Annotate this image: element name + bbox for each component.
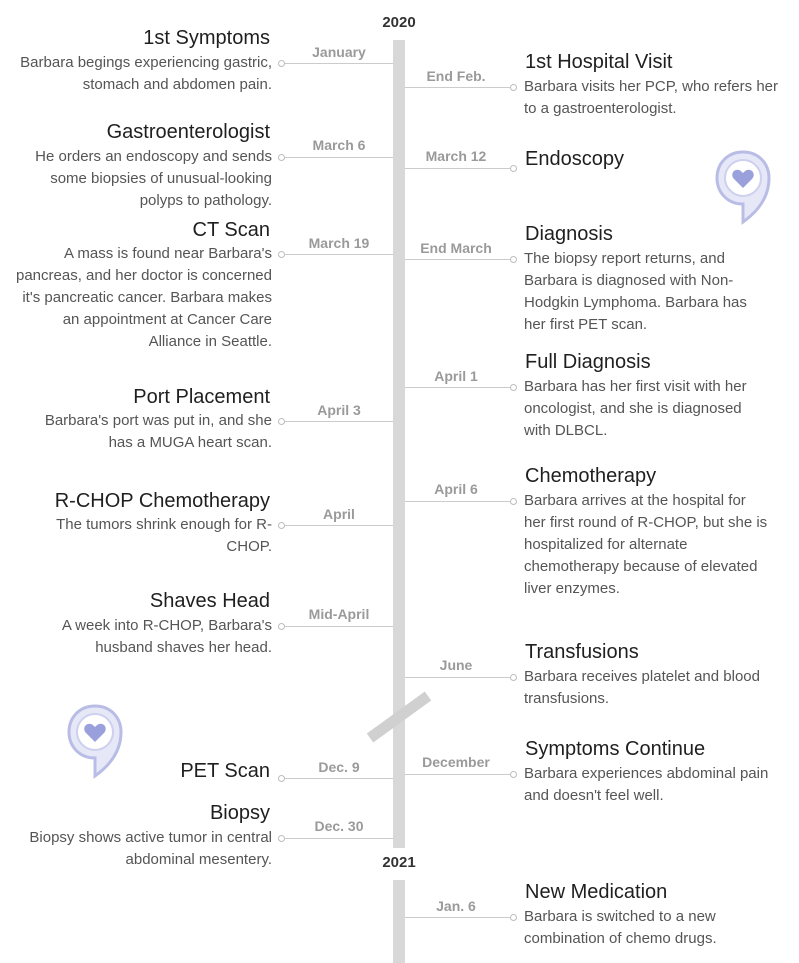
event-connector [282,254,393,255]
event-dot [510,771,517,778]
event-description: Barbara receives platelet and blood transfusions. [524,668,760,707]
event-dot [278,835,285,842]
event-connector [282,626,393,627]
event-title: Gastroenterologist [106,121,270,143]
event-date: April 1 [434,368,478,384]
heart-speech-bubble-icon [64,702,126,782]
timeline-break-icon [360,688,440,748]
event-title: Symptoms Continue [525,738,706,760]
event-description: Barbara arrives at the hospital for her first round of R-CHOP, but she is hospitalized for alternate chemotherapy because of elevated liver enzymes. [524,492,768,597]
event-connector [405,387,512,388]
event-description: Barbara's port was put in, and she has a MUGA heart scan. [44,412,272,451]
event-description: Barbara visits her PCP, who refers her to a gastroenterologist. [524,78,778,117]
event-connector [405,259,512,260]
event-description: A week into R-CHOP, Barbara's husband shaves her head. [61,617,272,656]
event-connector [282,421,393,422]
event-title: Diagnosis [525,223,613,245]
event-title: 1st Hospital Visit [525,51,673,73]
event-dot [510,165,517,172]
event-title: PET Scan [180,760,270,782]
event-date: March 6 [312,137,366,153]
event-dot [278,60,285,67]
event-title: Shaves Head [149,590,270,612]
event-description: Barbara experiences abdominal pain and doesn't feel well. [524,765,769,804]
event-description: Biopsy shows active tumor in central abdominal mesentery. [29,829,272,868]
event-title: 1st Symptoms [143,27,270,49]
event-dot [510,674,517,681]
event-dot [278,418,285,425]
year-label-start: 2020 [382,14,416,31]
year-label-end: 2021 [382,854,416,871]
event-connector [282,838,393,839]
event-title: Full Diagnosis [525,351,651,373]
event-date: December [422,754,490,770]
event-connector [405,677,512,678]
event-description: The biopsy report returns, and Barbara is diagnosed with Non-Hodgkin Lymphoma. Barbara has her first PET scan. [524,250,747,333]
event-dot [278,623,285,630]
event-title: CT Scan [192,219,270,241]
event-date: End March [420,240,492,256]
event-date: April 6 [434,481,478,497]
event-date: June [439,657,473,673]
event-connector [282,778,393,779]
event-dot [278,154,285,161]
event-description: Barbara is switched to a new combination of chemo drugs. [524,908,717,947]
event-description: A mass is found near Barbara's pancreas, and her doctor is concerned it's pancreatic cancer. Barbara makes an appointment at Cancer Care Alliance in Seattle. [16,245,272,350]
event-connector [405,168,512,169]
event-connector [282,157,393,158]
event-title: New Medication [525,881,668,903]
event-dot [510,84,517,91]
event-title: Transfusions [525,641,639,663]
event-title: R-CHOP Chemotherapy [54,490,270,512]
event-connector [405,917,512,918]
event-dot [278,251,285,258]
event-connector [405,774,512,775]
event-dot [510,384,517,391]
event-connector [282,525,393,526]
event-title: Port Placement [133,386,270,408]
heart-speech-bubble-icon [712,148,774,228]
event-dot [278,775,285,782]
event-dot [510,498,517,505]
event-connector [282,63,393,64]
event-connector [405,501,512,502]
event-dot [510,914,517,921]
event-date: End Feb. [426,68,486,84]
event-date: Jan. 6 [436,898,476,914]
event-date: Mid-April [308,606,370,622]
event-dot [278,522,285,529]
event-connector [405,87,512,88]
event-description: Barbara begings experiencing gastric, stomach and abdomen pain. [20,54,272,93]
event-date: March 19 [308,235,370,251]
event-title: Chemotherapy [525,465,657,487]
event-description: The tumors shrink enough for R-CHOP. [56,516,272,555]
event-date: March 12 [425,148,487,164]
event-title: Endoscopy [525,148,624,170]
event-date: April [323,506,355,522]
event-title: Biopsy [209,802,270,824]
event-dot [510,256,517,263]
event-date: Dec. 30 [314,818,364,834]
event-date: April 3 [317,402,361,418]
event-description: He orders an endoscopy and sends some biopsies of unusual-looking polyps to pathology. [35,148,272,209]
event-date: January [312,44,366,60]
timeline-axis-2021 [393,880,405,963]
event-description: Barbara has her first visit with her oncologist, and she is diagnosed with DLBCL. [524,378,747,439]
event-date: Dec. 9 [318,759,360,775]
